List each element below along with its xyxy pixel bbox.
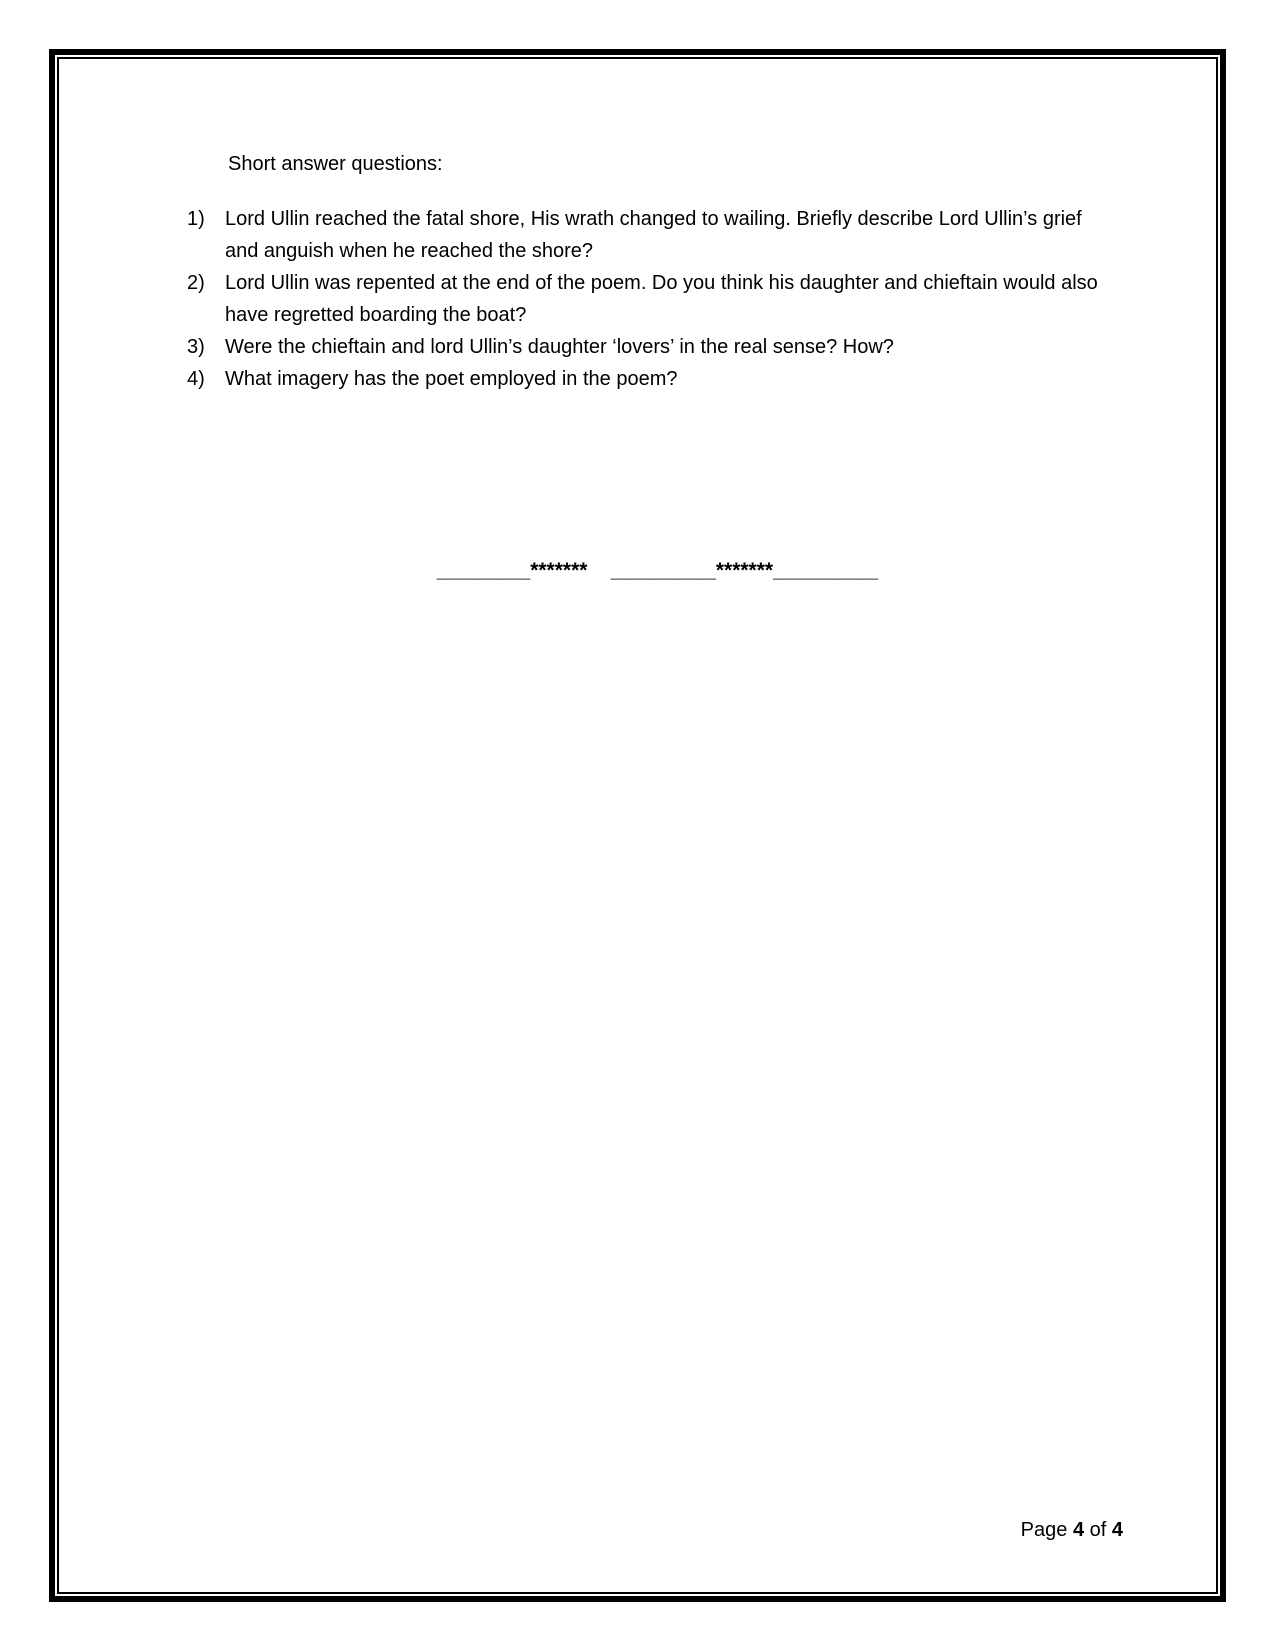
question-text: What imagery has the poet employed in the poem?	[225, 368, 678, 390]
question-item	[187, 331, 1117, 363]
end-divider: ________******* _________*******_________	[436, 559, 879, 582]
question-text: Were the chieftain and lord Ullin’s daughter ‘lovers’ in the real sense? How?	[225, 336, 894, 358]
question-item	[187, 203, 1117, 267]
page-label: Page	[1020, 1519, 1068, 1541]
question-number: 2)	[187, 272, 205, 294]
current-page: 4	[1072, 1519, 1085, 1541]
page-number-footer	[1021, 1516, 1123, 1544]
question-number: 1)	[187, 208, 205, 230]
section-heading: Short answer questions:	[228, 153, 443, 175]
question-number: 3)	[187, 336, 205, 358]
question-list	[187, 203, 1117, 395]
question-number: 4)	[187, 368, 205, 390]
question-text: Lord Ullin reached the fatal shore, His wrath changed to wailing. Briefly describe Lord Ullin’s grief and anguish when he reached the shore?	[225, 208, 1082, 262]
question-item	[187, 267, 1117, 331]
question-item	[187, 363, 1117, 395]
total-pages: 4	[1111, 1519, 1123, 1541]
question-text: Lord Ullin was repented at the end of the poem. Do you think his daughter and chieftain would also have regretted boarding the boat?	[225, 272, 1098, 326]
of-label: of	[1089, 1519, 1107, 1541]
